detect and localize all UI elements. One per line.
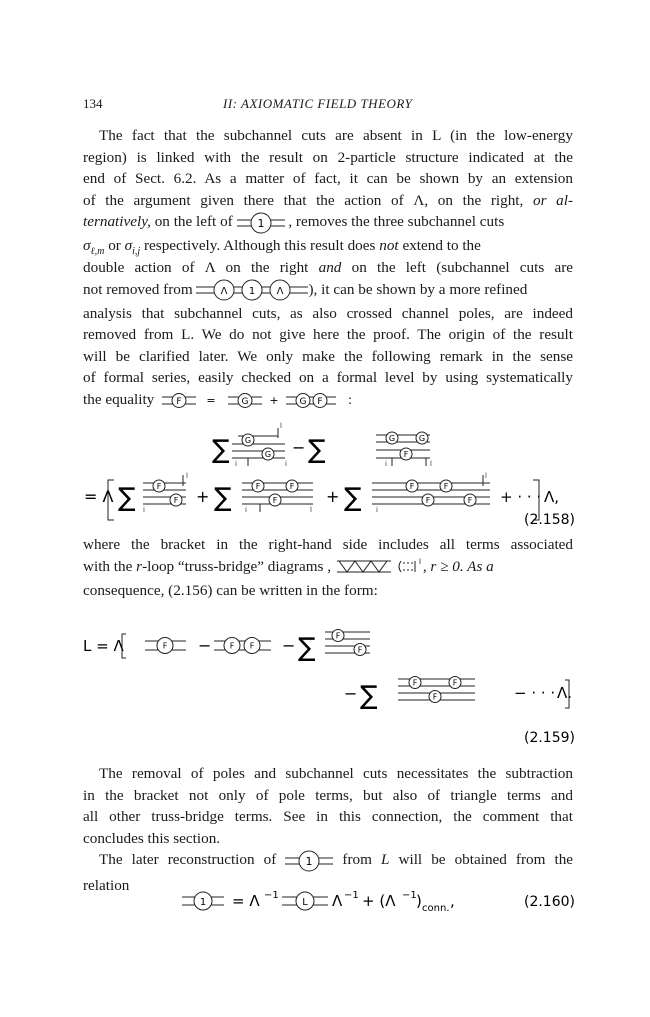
text-line: will be clarified later. We only make the following remark in the sense bbox=[83, 347, 573, 365]
svg-text:conn.: conn. bbox=[422, 903, 450, 914]
svg-text:1: 1 bbox=[199, 897, 207, 908]
svg-text:l: l bbox=[280, 422, 282, 430]
svg-text:− · · ·: − · · · bbox=[514, 684, 556, 702]
text-line: The removal of poles and subchannel cuts necessitates the subtraction bbox=[99, 765, 573, 782]
text-line: the equality F = G + G F : bbox=[83, 389, 573, 413]
svg-text:Λ.: Λ. bbox=[556, 684, 572, 702]
svg-text:+ (Λ: + (Λ bbox=[362, 892, 396, 910]
svg-text:−1: −1 bbox=[344, 890, 359, 901]
svg-text:F: F bbox=[357, 645, 363, 655]
svg-text:i: i bbox=[143, 506, 145, 514]
page-number: 134 bbox=[83, 96, 103, 111]
svg-text:G: G bbox=[418, 434, 426, 443]
svg-text:l: l bbox=[186, 472, 188, 480]
text-line: The fact that the subchannel cuts are absent in L (in the low-energy bbox=[99, 127, 573, 144]
svg-text:F: F bbox=[432, 692, 438, 702]
svg-text:G: G bbox=[244, 436, 252, 445]
svg-text:i: i bbox=[385, 460, 387, 468]
text-line: double action of Λ on the right and on the left (subchannel cuts are bbox=[83, 258, 573, 276]
text-line: analysis that subchannel cuts, as also crossed channel poles, are indeed bbox=[83, 304, 573, 322]
svg-text:= Λ: = Λ bbox=[84, 487, 114, 506]
text-line: ternatively, on the left of 1 , removes the three subchannel cuts bbox=[83, 211, 573, 235]
text-line: concludes this section. bbox=[83, 829, 221, 847]
svg-text:−: − bbox=[344, 684, 358, 703]
svg-text:=: = bbox=[206, 394, 216, 408]
paragraph-3 bbox=[83, 763, 573, 897]
svg-text:F: F bbox=[176, 397, 182, 408]
svg-text:i: i bbox=[235, 460, 237, 468]
svg-text:∑: ∑ bbox=[214, 483, 232, 513]
page-header bbox=[83, 96, 573, 116]
text-line: where the bracket in the right-hand side includes all terms associated bbox=[83, 536, 573, 553]
svg-text:F: F bbox=[272, 496, 278, 505]
svg-text:i: i bbox=[376, 506, 378, 514]
svg-text:L = Λ: L = Λ bbox=[83, 637, 124, 655]
svg-text:G: G bbox=[388, 434, 396, 443]
svg-text:1: 1 bbox=[249, 286, 256, 298]
svg-text:F: F bbox=[229, 641, 235, 651]
svg-text:F: F bbox=[162, 641, 168, 651]
paragraph-2 bbox=[83, 534, 573, 601]
paragraph-1 bbox=[83, 125, 573, 413]
svg-text:= Λ: = Λ bbox=[232, 892, 260, 910]
one-vertex-diagram bbox=[237, 212, 285, 234]
svg-text:L: L bbox=[302, 897, 308, 908]
svg-text:Λ: Λ bbox=[221, 286, 228, 298]
svg-text:−: − bbox=[282, 636, 296, 655]
svg-text:F: F bbox=[443, 482, 449, 491]
svg-text:G: G bbox=[299, 397, 307, 408]
text-line: consequence, (2.156) can be written in the form: bbox=[83, 581, 378, 599]
equality-diagram bbox=[158, 390, 358, 410]
text-line: of formal series, easily checked on a formal level by using systematically bbox=[83, 369, 573, 387]
svg-text:(2.159): (2.159) bbox=[523, 730, 575, 746]
svg-text:Λ,: Λ, bbox=[544, 488, 560, 506]
svg-text:i: i bbox=[245, 506, 247, 514]
svg-text:−1: −1 bbox=[264, 890, 279, 901]
svg-text:F: F bbox=[412, 678, 418, 688]
text-line: all other truss-bridge terms. See in this connection, the comment that bbox=[83, 808, 573, 826]
svg-text:F: F bbox=[317, 397, 323, 408]
svg-text:Λ: Λ bbox=[277, 286, 284, 298]
text-line: end of Sect. 6.2. As a matter of fact, it can be shown by an extension bbox=[83, 170, 573, 188]
svg-text:1: 1 bbox=[305, 854, 313, 868]
svg-text:F: F bbox=[255, 482, 261, 491]
svg-text:F: F bbox=[403, 450, 409, 459]
svg-text:F: F bbox=[156, 482, 162, 491]
text-line: with the r-loop “truss-bridge” diagrams , l , r ≥ 0. As a bbox=[83, 556, 573, 580]
svg-text:∑: ∑ bbox=[344, 483, 362, 513]
svg-text:F: F bbox=[409, 482, 415, 491]
svg-text:F: F bbox=[289, 482, 295, 491]
svg-text:−: − bbox=[292, 438, 306, 457]
svg-text:l: l bbox=[310, 506, 312, 514]
svg-text:F: F bbox=[249, 641, 255, 651]
text-line: not removed from Λ 1 Λ ), it can be shown by a more refined bbox=[83, 279, 573, 303]
svg-text:l: l bbox=[430, 460, 432, 468]
svg-text:l: l bbox=[418, 558, 421, 567]
svg-text:F: F bbox=[452, 678, 458, 688]
svg-text:∑: ∑ bbox=[118, 483, 136, 513]
svg-text:+: + bbox=[269, 394, 279, 408]
text-line: $\sigma_{\ell,m}$ or $\sigma_{i,j}$ respectively. Although this result does not extend to the bbox=[83, 237, 481, 257]
svg-text:F: F bbox=[467, 496, 473, 505]
svg-text:(2.158): (2.158) bbox=[523, 512, 575, 528]
text-line: relation bbox=[83, 877, 130, 895]
truss-bridge-icon bbox=[335, 557, 423, 577]
text-line: in the bracket not only of pole terms, but also of triangle terms and bbox=[83, 786, 573, 804]
svg-text:∑: ∑ bbox=[212, 435, 230, 465]
svg-text:∑: ∑ bbox=[360, 681, 378, 711]
svg-text:∑: ∑ bbox=[308, 435, 326, 465]
lambda-one-lambda-diagram bbox=[196, 279, 308, 301]
svg-text:i: i bbox=[285, 460, 287, 468]
text-line: region) is linked with the result on 2-particle structure indicated at the bbox=[83, 148, 573, 166]
equation-2-158 bbox=[80, 420, 575, 530]
svg-text:G: G bbox=[264, 450, 272, 459]
svg-text:+: + bbox=[196, 487, 210, 506]
svg-text:F: F bbox=[335, 631, 341, 641]
svg-text:F: F bbox=[173, 496, 179, 505]
svg-text:+: + bbox=[326, 487, 340, 506]
svg-text:F: F bbox=[425, 496, 431, 505]
svg-text:−1: −1 bbox=[402, 890, 417, 901]
svg-text:1: 1 bbox=[257, 216, 265, 230]
svg-text:,: , bbox=[450, 892, 455, 910]
svg-text::: : bbox=[348, 393, 353, 408]
text-line: removed from L. We do not give here the proof. The origin of the result bbox=[83, 326, 573, 344]
running-head: II: AXIOMATIC FIELD THEORY bbox=[223, 96, 413, 111]
one-vertex-diagram bbox=[285, 850, 333, 872]
equation-2-159 bbox=[80, 626, 575, 746]
svg-text:∑: ∑ bbox=[298, 633, 316, 663]
svg-text:G: G bbox=[241, 397, 249, 408]
svg-text:Λ: Λ bbox=[332, 892, 343, 910]
text-line: of the argument given there that the action of Λ, on the right, or al- bbox=[83, 191, 573, 209]
svg-text:): ) bbox=[416, 892, 422, 910]
equation-2-160 bbox=[180, 884, 575, 918]
svg-text:−: − bbox=[198, 636, 212, 655]
svg-text:l: l bbox=[485, 472, 487, 480]
text-line: The later reconstruction of 1 from L will be obtained from the bbox=[83, 849, 573, 875]
svg-text:(2.160): (2.160) bbox=[523, 894, 575, 910]
svg-text:+ · · ·: + · · · bbox=[500, 488, 542, 506]
